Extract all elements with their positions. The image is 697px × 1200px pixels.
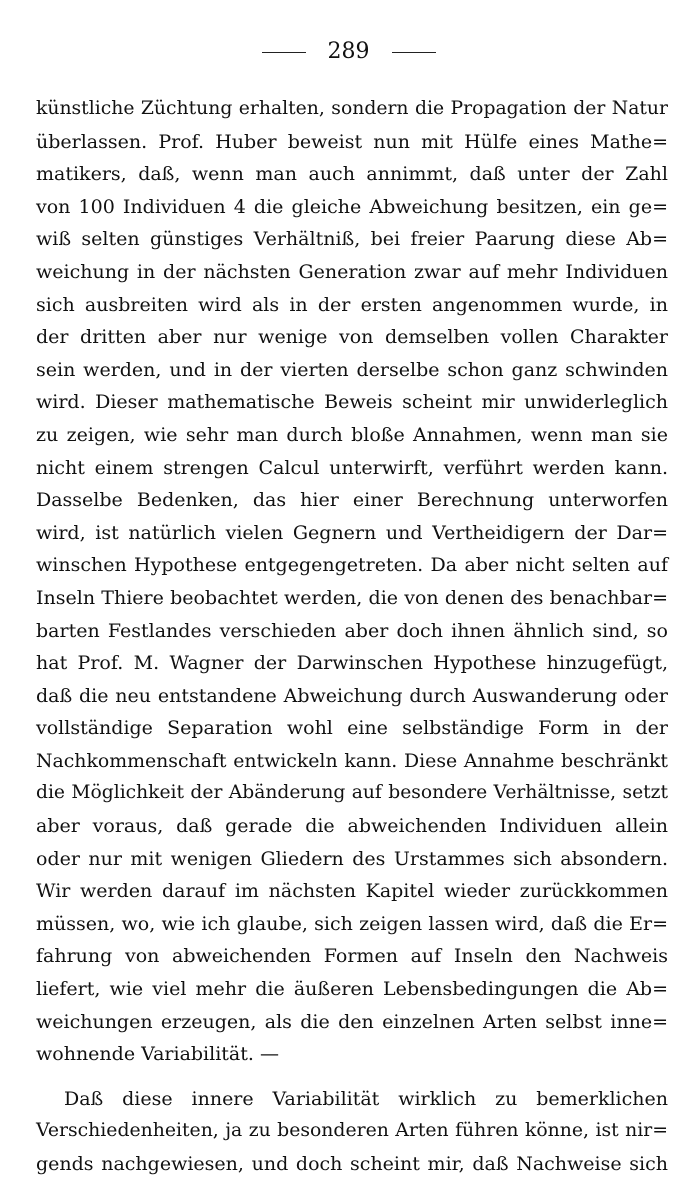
text-line: matikers, daß, wenn man auch annimmt, daß unter der Zahl — [36, 163, 668, 186]
text-line: barten Festlandes verschieden aber doch ihnen ähnlich sind, so — [36, 619, 668, 642]
paragraph — [36, 1083, 668, 1181]
text-line: wiß selten günstiges Verhältniß, bei freier Paarung diese Ab= — [36, 228, 668, 251]
text-line: die Möglichkeit der Abänderung auf besondere Verhältnisse, setzt — [36, 782, 668, 804]
text-line: müssen, wo, wie ich glaube, sich zeigen lassen wird, daß die Er= — [36, 912, 668, 935]
text-line: hat Prof. M. Wagner der Darwinschen Hypothese hinzugefügt, — [36, 652, 668, 675]
text-line: daß die neu entstandene Abweichung durch Auswanderung oder — [36, 684, 668, 707]
text-line: künstliche Züchtung erhalten, sondern die Propagation der Natur — [36, 98, 668, 119]
page-number: 289 — [327, 39, 370, 64]
text-line: Wir werden darauf im nächsten Kapitel wieder zurückkommen — [36, 880, 668, 903]
header-rule-left — [262, 52, 306, 53]
text-line: Daß diese innere Variabilität wirklich zu bemerklichen — [64, 1087, 668, 1110]
text-line: fahrung von abweichenden Formen auf Inseln den Nachweis — [36, 945, 668, 968]
text-line: gends nachgewiesen, und doch scheint mir, daß Nachweise sich — [36, 1153, 668, 1175]
text-line: nicht einem strengen Calcul unterwirft, verführt werden kann. — [36, 456, 668, 479]
paragraph — [36, 93, 668, 1071]
text-line: aber voraus, daß gerade die abweichenden Individuen allein — [36, 815, 668, 838]
text-line: wohnende Variabilität. — — [36, 1043, 279, 1066]
text-line: weichung in der nächsten Generation zwar auf mehr Individuen — [36, 260, 668, 283]
text-line: vollständige Separation wohl eine selbständige Form in der — [36, 717, 668, 740]
text-line: von 100 Individuen 4 die gleiche Abweichung besitzen, ein ge= — [36, 195, 668, 218]
text-line: liefert, wie viel mehr die äußeren Lebensbedingungen die Ab= — [36, 978, 668, 1001]
text-line: winschen Hypothese entgegengetreten. Da aber nicht selten auf — [36, 554, 668, 577]
text-line: Dasselbe Bedenken, das hier einer Berechnung unterworfen — [36, 489, 668, 512]
text-line: sich ausbreiten wird als in der ersten angenommen wurde, in — [36, 293, 668, 316]
text-line: sein werden, und in der vierten derselbe schon ganz schwinden — [36, 358, 668, 381]
text-line: der dritten aber nur wenige von demselben vollen Charakter — [36, 326, 668, 349]
text-line: zu zeigen, wie sehr man durch bloße Annahmen, wenn man sie — [36, 423, 668, 446]
header-rule-right — [392, 52, 436, 53]
text-line: oder nur mit wenigen Gliedern des Urstammes sich absondern. — [36, 847, 668, 870]
text-line: wird. Dieser mathematische Beweis scheint mir unwiderleglich — [36, 391, 668, 414]
text-line: Nachkommenschaft entwickeln kann. Diese Annahme beschränkt — [36, 749, 668, 772]
text-line: Verschiedenheiten, ja zu besonderen Arten führen könne, ist nir= — [36, 1120, 668, 1142]
paragraph-gap — [36, 1071, 668, 1083]
body-text — [36, 93, 668, 1181]
text-line: wird, ist natürlich vielen Gegnern und Vertheidigern der Dar= — [36, 521, 668, 544]
text-line: überlassen. Prof. Huber beweist nun mit Hülfe eines Mathe= — [36, 130, 668, 153]
text-line: Inseln Thiere beobachtet werden, die von denen des benachbar= — [36, 586, 668, 609]
page-header — [0, 38, 697, 66]
text-line: weichungen erzeugen, als die den einzelnen Arten selbst inne= — [36, 1010, 668, 1033]
